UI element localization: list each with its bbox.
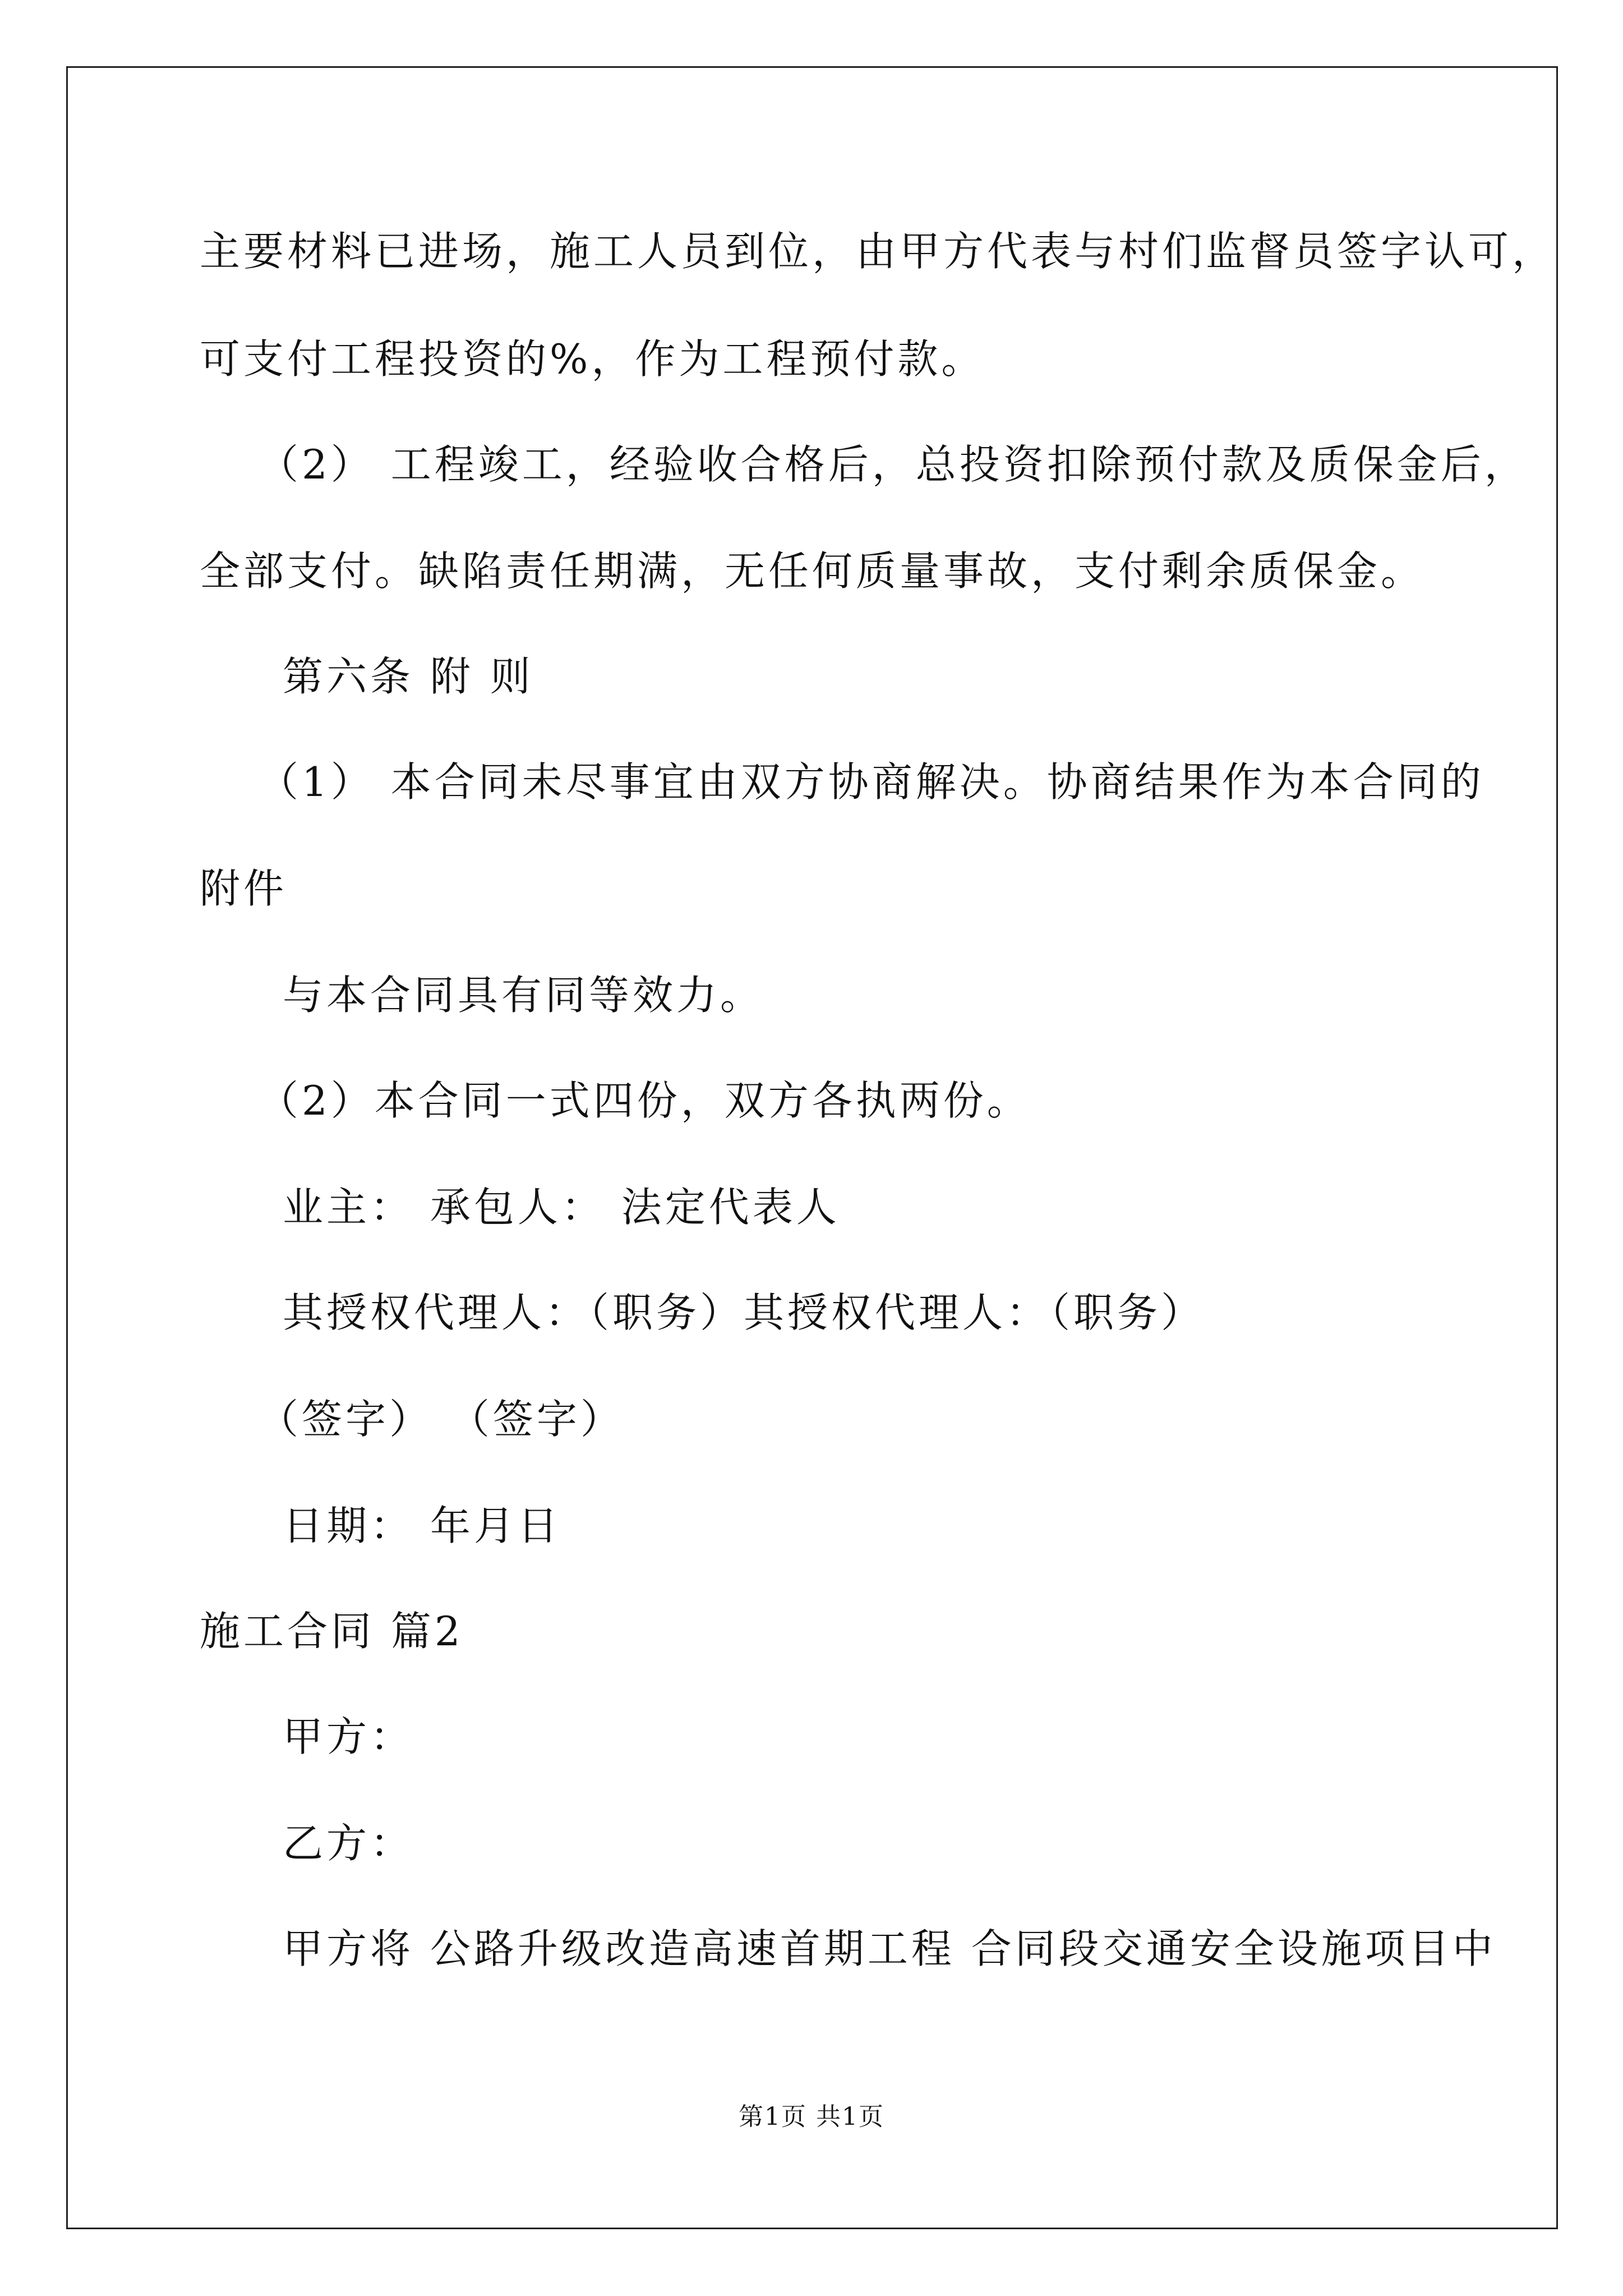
paragraph-line: （2） 工程竣工，经验收合格后，总投资扣除预付款及质保金后， [258,441,1528,488]
date-line: 日期： 年月日 [283,1502,561,1549]
paragraph-line: 全部支付。缺陷责任期满，无任何质量事故，支付剩余质保金。 [200,547,1425,595]
contract-title: 施工合同 篇2 [200,1608,464,1655]
paragraph-line: （1） 本合同未尽事宜由双方协商解决。协商结果作为本合同的 [258,758,1484,806]
party-b-line: 乙方： [283,1820,414,1867]
signature-line: 业主： 承包人： 法定代表人 [283,1184,840,1231]
page-border [66,66,1558,2229]
signature-line: 其授权代理人：（职务）其授权代理人：（职务） [283,1289,1205,1336]
paragraph-line: 主要材料已进场，施工人员到位，由甲方代表与村们监督员签字认可， [200,228,1556,275]
paragraph-line: 与本合同具有同等效力。 [283,972,764,1019]
party-a-line: 甲方： [283,1713,414,1760]
page-footer: 第1页 共1页 [739,2102,884,2131]
paragraph-line: 附件 [200,865,288,912]
section-heading: 第六条 附 则 [283,653,534,700]
paragraph-line: 可支付工程投资的%，作为工程预付款。 [200,335,985,383]
paragraph-line: 甲方将 公路升级改造高速首期工程 合同段交通安全设施项目中 [283,1925,1496,1972]
signature-line: （签字） （签字） [258,1396,624,1443]
paragraph-line: （2）本合同一式四份，双方各执两份。 [258,1077,1031,1124]
